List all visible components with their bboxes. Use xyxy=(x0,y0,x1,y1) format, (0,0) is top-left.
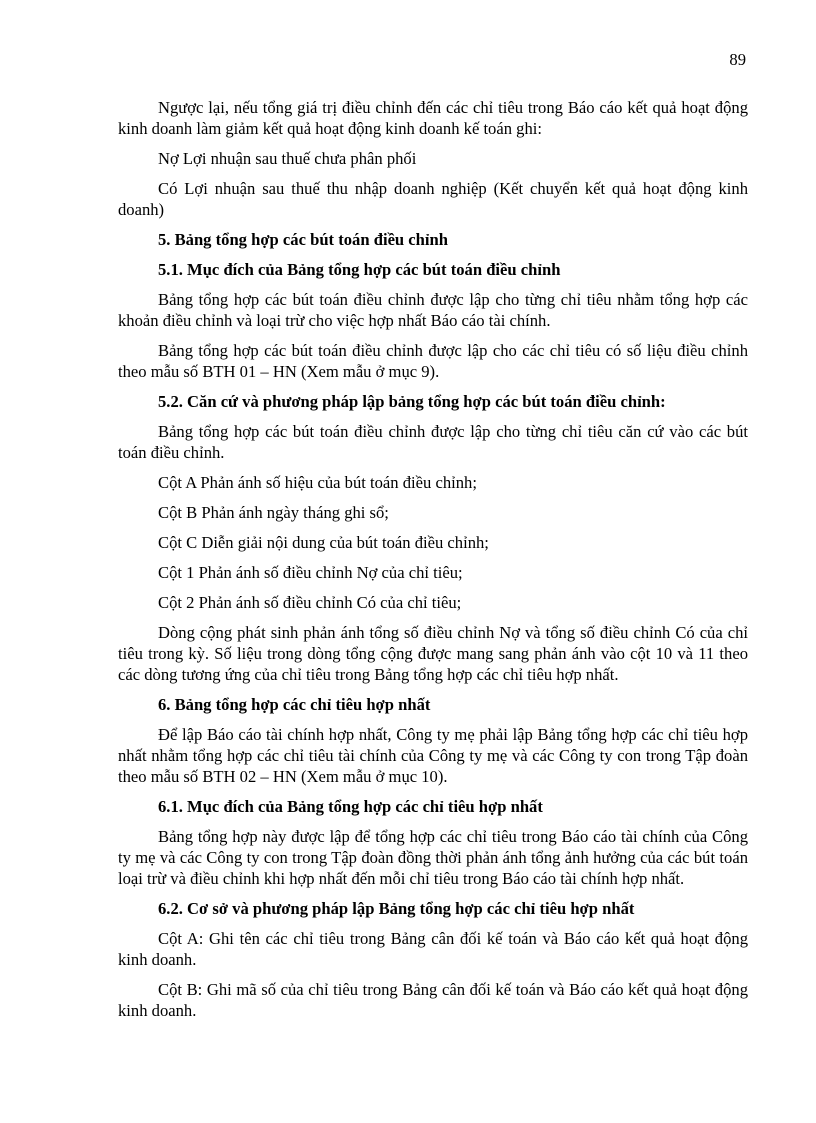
paragraph: Cột B: Ghi mã số của chỉ tiêu trong Bảng cân đối kế toán và Báo cáo kết quả hoạt động kinh doanh. xyxy=(118,980,748,1020)
paragraph: Cột A: Ghi tên các chỉ tiêu trong Bảng cân đối kế toán và Báo cáo kết quả hoạt động kinh doanh. xyxy=(118,929,748,969)
section-heading: 6.1. Mục đích của Bảng tổng hợp các chỉ tiêu hợp nhất xyxy=(158,797,543,816)
paragraph: Bảng tổng hợp các bút toán điều chỉnh được lập cho từng chỉ tiêu căn cứ vào các bút toán điều chỉnh. xyxy=(118,422,748,462)
paragraph: Cột A Phản ánh số hiệu của bút toán điều chỉnh; xyxy=(158,473,477,492)
section-heading: 5.1. Mục đích của Bảng tổng hợp các bút toán điều chỉnh xyxy=(158,260,561,279)
paragraph: Cột C Diễn giải nội dung của bút toán điều chỉnh; xyxy=(158,533,489,552)
paragraph: Bảng tổng hợp này được lập để tổng hợp các chỉ tiêu trong Báo cáo tài chính của Công ty mẹ và các Công ty con trong Tập đoàn đồng thời phản ánh tổng ảnh hưởng của các bút toán loại trừ và điều chỉnh khi hợp nhất đến mỗi chỉ tiêu trong Báo cáo tài chính hợp nhất. xyxy=(118,827,748,888)
paragraph: Nợ Lợi nhuận sau thuế chưa phân phối xyxy=(158,149,417,168)
section-heading: 6. Bảng tổng hợp các chỉ tiêu hợp nhất xyxy=(158,695,431,714)
paragraph: Bảng tổng hợp các bút toán điều chỉnh được lập cho từng chỉ tiêu nhằm tổng hợp các khoản điều chỉnh và loại trừ cho việc hợp nhất Báo cáo tài chính. xyxy=(118,290,748,330)
section-heading: 5.2. Căn cứ và phương pháp lập bảng tổng hợp các bút toán điều chỉnh: xyxy=(158,392,666,411)
section-heading: 6.2. Cơ sở và phương pháp lập Bảng tổng hợp các chỉ tiêu hợp nhất xyxy=(158,899,635,918)
paragraph: Bảng tổng hợp các bút toán điều chỉnh được lập cho các chỉ tiêu có số liệu điều chỉnh theo mẫu số BTH 01 – HN (Xem mẫu ở mục 9). xyxy=(118,341,748,381)
page-number: 89 xyxy=(729,50,746,69)
paragraph: Cột 1 Phản ánh số điều chỉnh Nợ của chỉ tiêu; xyxy=(158,563,463,582)
paragraph: Ngược lại, nếu tổng giá trị điều chỉnh đến các chỉ tiêu trong Báo cáo kết quả hoạt động kinh doanh làm giảm kết quả hoạt động kinh doanh kế toán ghi: xyxy=(118,98,748,138)
paragraph: Dòng cộng phát sinh phản ánh tổng số điều chỉnh Nợ và tổng số điều chỉnh Có của chỉ tiêu trong kỳ. Số liệu trong dòng tổng cộng được mang sang phản ánh vào cột 10 và 11 theo các dòng tương ứng của chỉ tiêu trong Bảng tổng hợp các chỉ tiêu hợp nhất. xyxy=(118,623,748,684)
section-heading: 5. Bảng tổng hợp các bút toán điều chỉnh xyxy=(158,230,448,249)
paragraph: Có Lợi nhuận sau thuế thu nhập doanh nghiệp (Kết chuyển kết quả hoạt động kinh doanh) xyxy=(118,179,748,219)
paragraph: Cột 2 Phản ánh số điều chỉnh Có của chỉ tiêu; xyxy=(158,593,462,612)
paragraph: Cột B Phản ánh ngày tháng ghi sổ; xyxy=(158,503,389,522)
paragraph: Để lập Báo cáo tài chính hợp nhất, Công ty mẹ phải lập Bảng tổng hợp các chỉ tiêu hợp nhất nhằm tổng hợp các chỉ tiêu tài chính của Công ty mẹ và các Công ty con trong Tập đoàn theo mẫu số BTH 02 – HN (Xem mẫu ở mục 10). xyxy=(118,725,748,786)
page-content xyxy=(118,97,748,1021)
